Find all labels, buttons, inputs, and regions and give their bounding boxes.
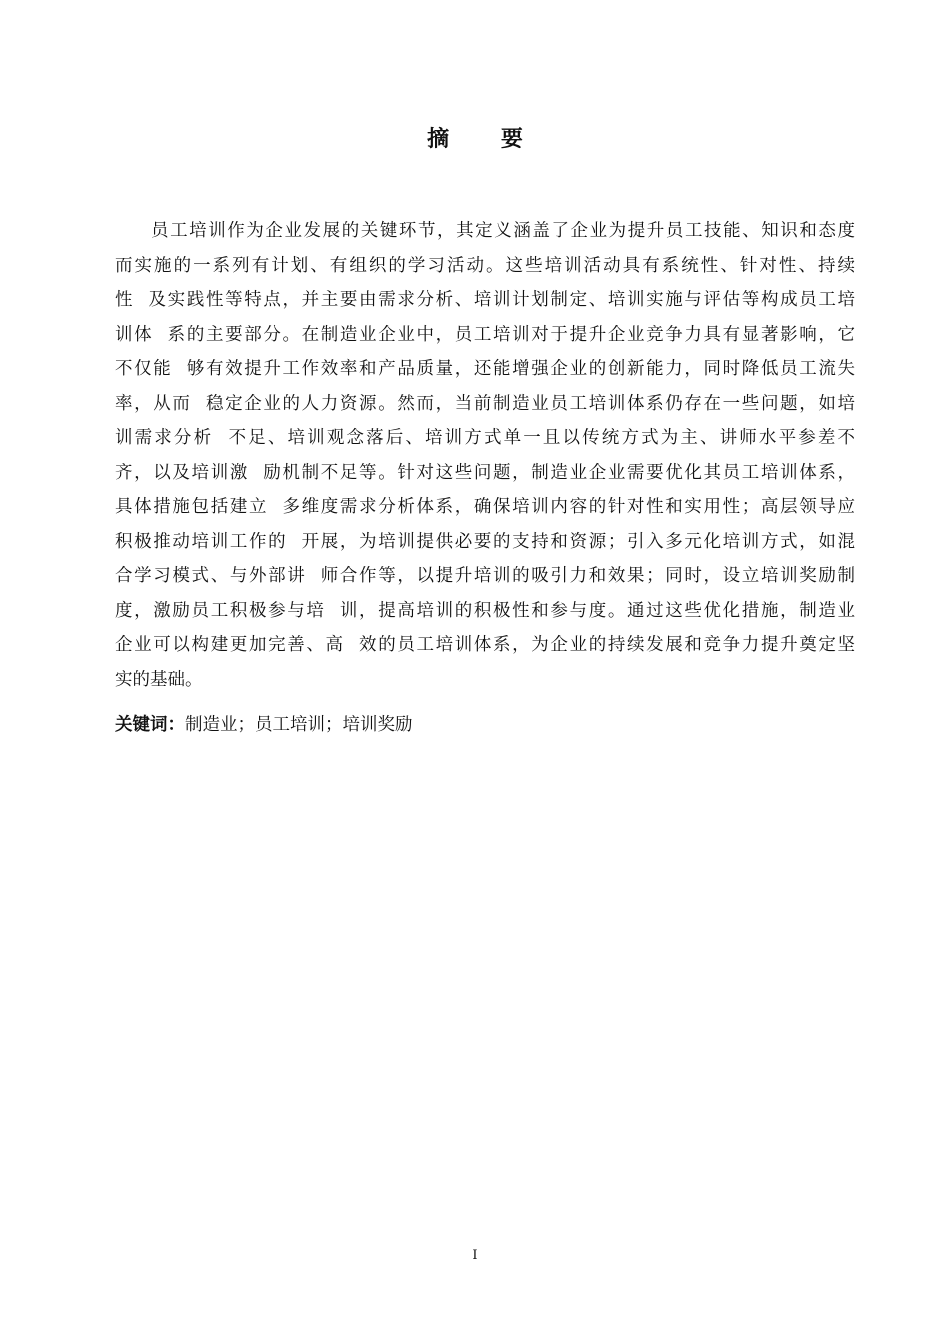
keywords-label: 关键词： — [115, 715, 185, 735]
abstract-line: 训体 系的主要部分。在制造业企业中，员工培训对于提升企业竞争力具有显著影响，它 — [115, 324, 855, 345]
abstract-line: 度，激励员工积极参与培 训，提高培训的积极性和参与度。通过这些优化措施，制造业 — [115, 600, 855, 621]
abstract-line: 不仅能 够有效提升工作效率和产品质量，还能增强企业的创新能力，同时降低员工流失 — [115, 359, 855, 379]
abstract-line: 实的基础。 — [115, 669, 203, 690]
abstract-line: 率，从而 稳定企业的人力资源。然而，当前制造业员工培训体系仍存在一些问题，如培 — [115, 393, 855, 414]
abstract-line: 企业可以构建更加完善、高 效的员工培训体系，为企业的持续发展和竞争力提升奠定坚 — [115, 635, 855, 655]
abstract-line: 积极推动培训工作的 开展，为培训提供必要的支持和资源；引入多元化培训方式，如混 — [115, 531, 855, 552]
keywords-value: 制造业；员工培训；培训奖励 — [185, 715, 413, 735]
abstract-line: 性 及实践性等特点，并主要由需求分析、培训计划制定、培训实施与评估等构成员工培 — [115, 290, 855, 310]
abstract-line: 而实施的一系列有计划、有组织的学习活动。这些培训活动具有系统性、针对性、持续 — [115, 255, 855, 276]
abstract-line: 合学习模式、与外部讲 师合作等，以提升培训的吸引力和效果；同时，设立培训奖励制 — [115, 566, 855, 586]
abstract-line: 齐，以及培训激 励机制不足等。针对这些问题，制造业企业需要优化其员工培训体系， — [115, 462, 855, 483]
page-number: I — [472, 1248, 478, 1263]
abstract-line: 具体措施包括建立 多维度需求分析体系，确保培训内容的针对性和实用性；高层领导应 — [115, 497, 855, 517]
page-title: 摘 要 — [427, 127, 545, 152]
abstract-body — [115, 214, 855, 697]
abstract-line: 员工培训作为企业发展的关键环节，其定义涵盖了企业为提升员工技能、知识和态度 — [151, 221, 855, 241]
abstract-line: 训需求分析 不足、培训观念落后、培训方式单一且以传统方式为主、讲师水平参差不 — [115, 428, 855, 448]
keywords — [115, 711, 413, 739]
